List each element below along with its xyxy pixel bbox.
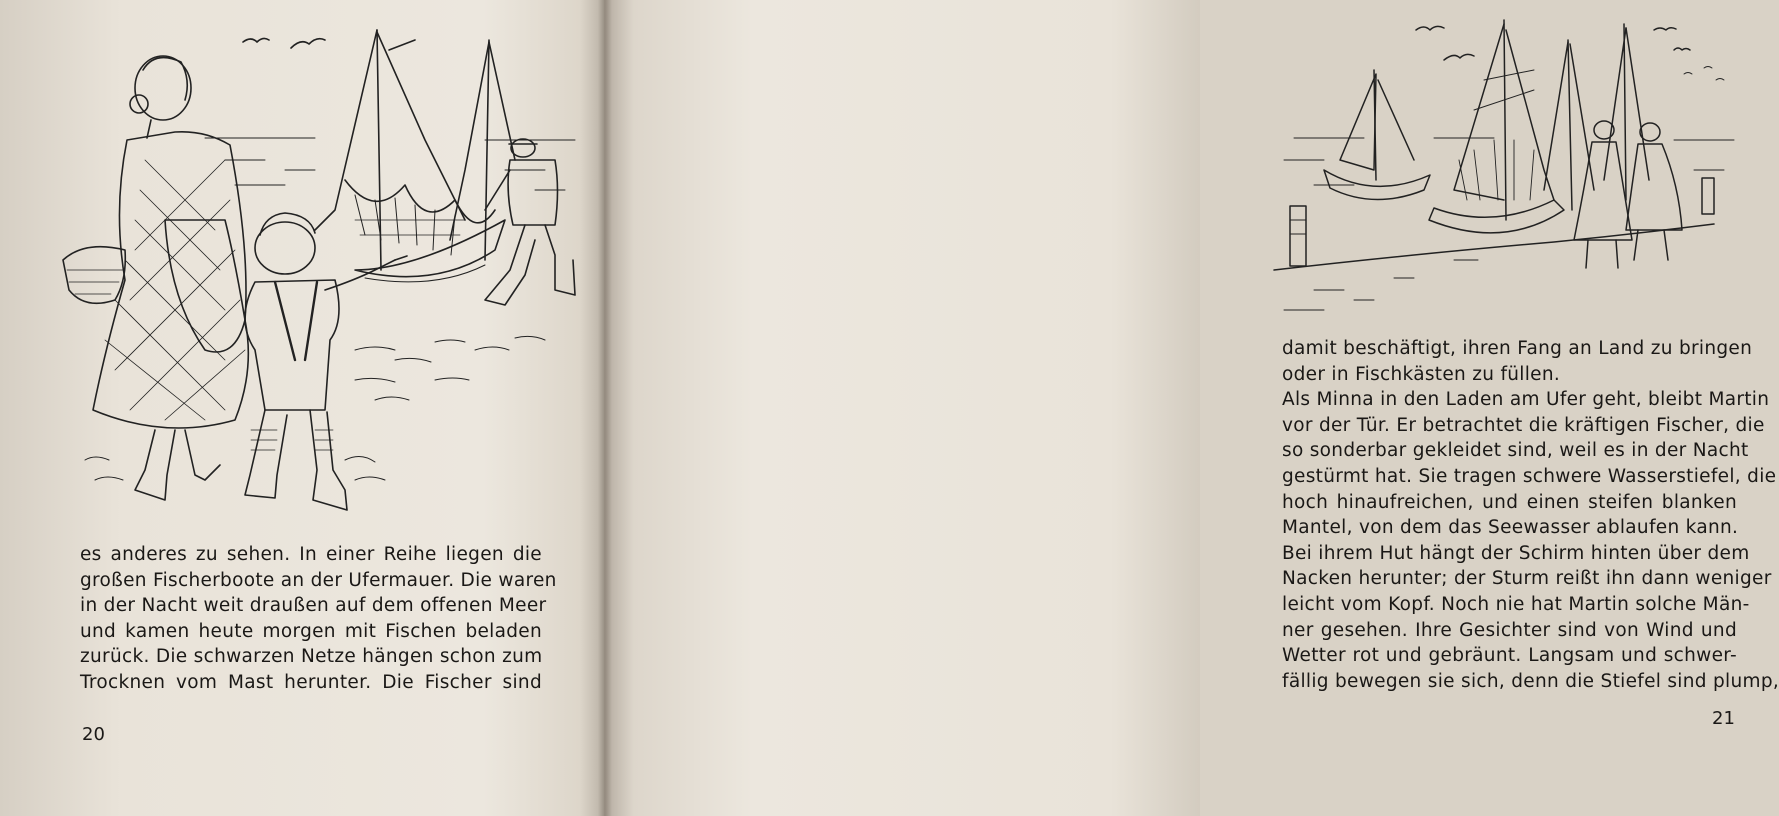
text-line: damit beschäftigt, ihren Fang an Land zu bringen [1282,338,1753,359]
text-line: leicht vom Kopf. Noch nie hat Martin solche Män- [1282,593,1750,615]
harbor-scene-illustration-left [55,20,595,520]
text-line: Bei ihrem Hut hängt der Schirm hinten über dem [1282,542,1750,564]
text-line: gestürmt hat. Sie tragen schwere Wasserstiefel, die [1282,465,1777,487]
text-line: Trocknen vom Mast herunter. Die Fischer sind [80,671,542,693]
text-line: großen Fischerboote an der Ufermauer. Die waren [80,569,557,591]
text-line: Wetter rot und gebräunt. Langsam und schwer- [1282,645,1737,667]
text-line: Mantel, von dem das Seewasser ablaufen kann. [1282,517,1739,539]
text-line: oder in Fischkästen zu füllen. [1282,363,1561,385]
right-page-text [1282,336,1779,694]
text-line: und kamen heute morgen mit Fischen beladen [80,620,542,642]
left-page [0,0,604,816]
book-gutter [598,0,612,816]
text-line: ner gesehen. Ihre Gesichter sind von Wind und [1282,619,1737,641]
page-number-right: 21 [1712,708,1735,729]
text-line: Als Minna in den Laden am Ufer geht, bleibt Martin [1282,389,1770,411]
text-line: so sonderbar gekleidet sind, weil es in der Nacht [1282,440,1749,462]
text-line: es anderes zu sehen. In einer Reihe liegen die [80,544,542,565]
text-line: fällig bewegen sie sich, denn die Stiefel sind plump, [1282,670,1779,692]
harbor-scene-illustration-right [1254,10,1744,330]
text-line: hoch hinaufreichen, und einen steifen blanken [1282,491,1737,513]
text-line: vor der Tür. Er betrachtet die kräftigen Fischer, die [1282,414,1765,436]
text-line: Nacken herunter; der Sturm reißt ihn dann weniger [1282,568,1772,590]
right-page [604,0,1779,816]
text-line: in der Nacht weit draußen auf dem offenen Meer [80,595,547,617]
left-page-text [80,542,557,696]
text-line: zurück. Die schwarzen Netze hängen schon zum [80,646,543,668]
page-number-left: 20 [82,724,105,745]
